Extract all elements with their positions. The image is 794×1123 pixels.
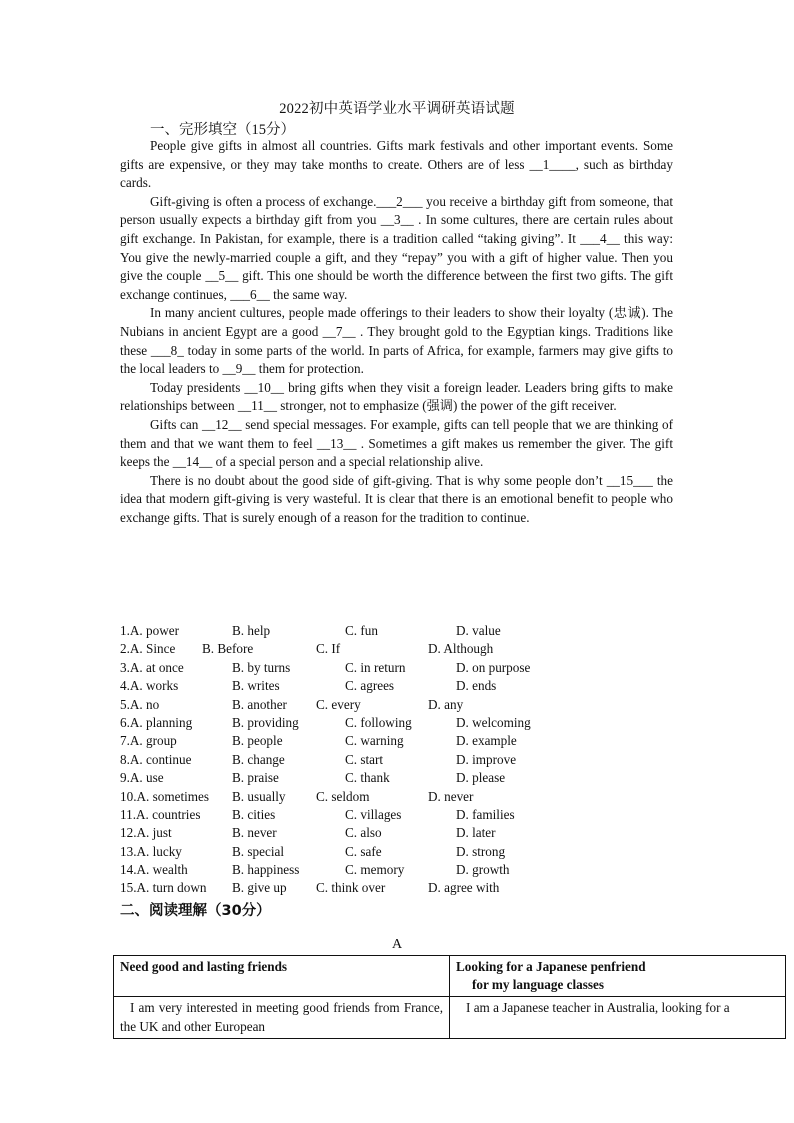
option-choice-a: 1.A. power (120, 623, 179, 638)
option-choice-c: C. in return (345, 659, 406, 675)
option-choice-b: B. by turns (232, 659, 291, 675)
option-choice-c: C. following (345, 714, 412, 730)
option-choice-c: C. thank (345, 770, 390, 786)
option-choice-b: B. praise (232, 770, 279, 786)
option-choice-b: B. help (232, 623, 271, 638)
option-choice-d: D. growth (456, 862, 510, 878)
option-choice-a: 9.A. use (120, 770, 164, 786)
option-choice-d: D. agree with (428, 880, 500, 896)
option-choice-c: C. safe (345, 843, 382, 859)
ad-left-body: I am very interested in meeting good friends from France, the UK and other European (114, 997, 450, 1038)
option-choice-b: B. Before (202, 641, 254, 657)
option-choice-d: D. improve (456, 751, 517, 767)
option-row (120, 622, 680, 640)
option-choice-c: C. warning (345, 733, 404, 749)
section-heading-cloze: 一、完形填空（15分） (150, 122, 295, 138)
option-choice-b: B. happiness (232, 862, 300, 878)
option-choice-c: C. seldom (316, 788, 370, 804)
option-choice-d: D. welcoming (456, 714, 531, 730)
passage-paragraph: In many ancient cultures, people made offerings to their leaders to show their loyalty (忠诚). The Nubians in ancient Egypt are a good __7__ . They brought gold to the Egyptian kings. Traditions like these ___8_ today in some parts of the world. In parts of Africa, for example, farmers may give gifts to the local leaders to __9__ them for protection. (120, 305, 673, 377)
option-row (120, 769, 680, 787)
option-choice-d: D. on purpose (456, 659, 531, 675)
ad-left-title: Need good and lasting friends (120, 959, 288, 974)
option-choice-c: C. fun (345, 623, 378, 638)
option-choice-b: B. never (232, 825, 277, 841)
option-choice-b: B. people (232, 733, 283, 749)
passage-paragraph: Gift-giving is often a process of exchange.___2___ you receive a birthday gift from someone, that person usually expects a birthday gift from you __3__ . In some cultures, there are certain rules about gift exchange. In Pakistan, for example, there is a tradition called “taking giving”. It ___4__ this way: You give the newly-married couple a gift, and they “repay” you with a gift of higher value. Then you give the couple __5__ gift. This one should be worth the difference between the first two gifts. The gift exchange continues, ___6__ the same way. (120, 193, 673, 302)
option-choice-c: C. every (316, 696, 361, 712)
option-row (120, 640, 680, 658)
option-choice-c: C. If (316, 641, 341, 657)
option-choice-a: 6.A. planning (120, 714, 193, 730)
option-choice-a: 11.A. countries (120, 806, 201, 822)
passage-paragraph: People give gifts in almost all countries. Gifts mark festivals and other important events. Some gifts are expensive, or they may take months to create. Others are of less __1____, such as birthday cards. (120, 138, 673, 191)
option-choice-b: B. special (232, 843, 285, 859)
option-choice-d: D. Although (428, 641, 494, 657)
option-choice-b: B. usually (232, 788, 286, 804)
option-row (120, 732, 680, 750)
option-row (120, 751, 680, 769)
section-heading-reading: 二、阅读理解（30分） (120, 903, 271, 919)
option-choice-a: 14.A. wealth (120, 862, 188, 878)
option-choice-c: C. memory (345, 862, 405, 878)
option-choice-a: 10.A. sometimes (120, 788, 210, 804)
option-row (120, 843, 680, 861)
cloze-passage (120, 137, 673, 527)
option-choice-d: D. please (456, 770, 506, 786)
ad-right-title-cell (450, 956, 786, 997)
option-choice-c: C. villages (345, 806, 402, 822)
option-choice-d: D. ends (456, 678, 497, 694)
option-choice-a: 4.A. works (120, 678, 179, 694)
option-choice-a: 12.A. just (120, 825, 172, 841)
option-choice-d: D. never (428, 788, 474, 804)
option-row (120, 696, 680, 714)
option-choice-d: D. any (428, 696, 464, 712)
option-choice-b: B. providing (232, 714, 299, 730)
option-choice-b: B. another (232, 696, 287, 712)
option-choice-c: C. agrees (345, 678, 395, 694)
passage-paragraph: Today presidents __10__ bring gifts when they visit a foreign leader. Leaders bring gifts to make relationships between __11__ stronger, not to emphasize (强调) the power of the gift receiver. (120, 379, 673, 414)
ad-right-body: I am a Japanese teacher in Australia, looking for a (450, 997, 786, 1038)
option-choice-d: D. families (456, 806, 515, 822)
ad-left-title-cell (114, 956, 450, 997)
reading-part-label: A (391, 937, 403, 952)
option-choice-b: B. cities (232, 806, 276, 822)
ad-right-title: Looking for a Japanese penfriend (456, 959, 646, 974)
option-row (120, 806, 680, 824)
option-choice-c: C. start (345, 751, 384, 767)
option-row (120, 861, 680, 879)
option-choice-a: 2.A. Since (120, 641, 176, 657)
option-choice-c: C. think over (316, 880, 386, 896)
option-choice-b: B. change (232, 751, 285, 767)
option-row (120, 788, 680, 806)
option-choice-a: 13.A. lucky (120, 843, 182, 859)
option-choice-d: D. example (456, 733, 517, 749)
passage-paragraph: There is no doubt about the good side of gift-giving. That is why some people don’t __15___ the idea that modern gift-giving is very wasteful. It is clear that there is an emotional benefit to people who exchange gifts. That is surely enough of a reason for the tradition to continue. (120, 472, 673, 525)
option-choice-a: 5.A. no (120, 696, 160, 712)
option-row (120, 659, 680, 677)
option-choice-a: 15.A. turn down (120, 880, 207, 896)
ad-right-subtitle: for my language classes (472, 977, 604, 993)
option-choice-a: 7.A. group (120, 733, 177, 749)
option-row (120, 824, 680, 842)
exam-title: 2022初中英语学业水平调研英语试题 (279, 101, 515, 117)
option-choice-d: D. later (456, 825, 496, 841)
reading-ads-table (113, 955, 786, 1039)
option-choice-d: D. strong (456, 843, 506, 859)
option-row (120, 677, 680, 695)
passage-paragraph: Gifts can __12__ send special messages. For example, gifts can tell people that we are thinking of them and that we want them to feel __13__ . Sometimes a gift makes us remember the giver. The gift keeps the __14__ of a special person and a special relationship alive. (120, 416, 673, 470)
option-choice-a: 8.A. continue (120, 751, 192, 767)
option-choice-b: B. give up (232, 880, 287, 896)
cloze-options-list (120, 622, 680, 898)
option-row (120, 879, 680, 897)
option-choice-c: C. also (345, 825, 382, 841)
option-choice-a: 3.A. at once (120, 659, 184, 675)
option-choice-d: D. value (456, 623, 501, 638)
option-choice-b: B. writes (232, 678, 280, 694)
option-row (120, 714, 680, 732)
